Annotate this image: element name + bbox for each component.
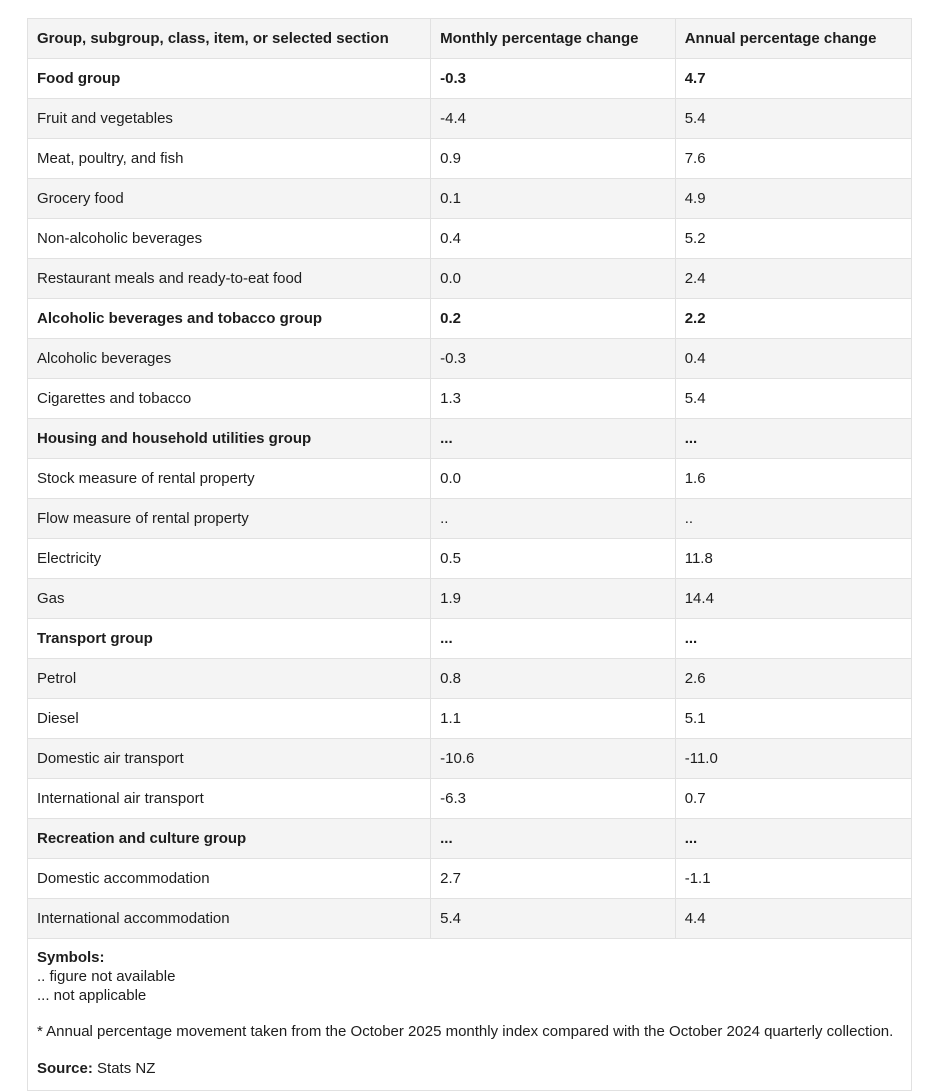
monthly-value-cell: 0.1 (431, 179, 676, 219)
table-row (28, 819, 911, 859)
table-row (28, 779, 911, 819)
annual-value-cell: 5.1 (675, 699, 911, 739)
table-row (28, 139, 911, 179)
monthly-value-cell: ... (431, 819, 676, 859)
header-row (28, 19, 911, 59)
annual-value-cell: 2.2 (675, 299, 911, 339)
monthly-value-cell: 1.3 (431, 379, 676, 419)
annual-value-cell: ... (675, 419, 911, 459)
table-row (28, 699, 911, 739)
annual-value-cell: 4.7 (675, 59, 911, 99)
cpi-table-card (27, 18, 912, 1091)
table-row (28, 579, 911, 619)
row-label-cell: Electricity (28, 539, 431, 579)
annual-value-cell: 4.4 (675, 899, 911, 939)
table-row (28, 859, 911, 899)
row-label-cell: Diesel (28, 699, 431, 739)
monthly-value-cell: 0.0 (431, 259, 676, 299)
row-label-cell: Housing and household utilities group (28, 419, 431, 459)
monthly-value-cell: 0.0 (431, 459, 676, 499)
table-row (28, 659, 911, 699)
row-label-cell: International accommodation (28, 899, 431, 939)
column-header-group: Group, subgroup, class, item, or selected section (28, 19, 431, 59)
annual-value-cell: 5.2 (675, 219, 911, 259)
row-label-cell: Recreation and culture group (28, 819, 431, 859)
row-label-cell: Meat, poultry, and fish (28, 139, 431, 179)
source-line (37, 1059, 901, 1078)
annual-value-cell: 2.4 (675, 259, 911, 299)
table-row (28, 539, 911, 579)
annual-value-cell: 7.6 (675, 139, 911, 179)
row-label-cell: Domestic accommodation (28, 859, 431, 899)
table-row (28, 99, 911, 139)
table-row (28, 619, 911, 659)
annual-value-cell: 11.8 (675, 539, 911, 579)
table-notes (28, 938, 911, 1090)
annual-value-cell: -11.0 (675, 739, 911, 779)
row-label-cell: Transport group (28, 619, 431, 659)
table-row (28, 219, 911, 259)
annual-value-cell: 14.4 (675, 579, 911, 619)
source-value: Stats NZ (97, 1060, 156, 1077)
row-label-cell: Food group (28, 59, 431, 99)
monthly-value-cell: .. (431, 499, 676, 539)
monthly-value-cell: -4.4 (431, 99, 676, 139)
row-label-cell: Alcoholic beverages and tobacco group (28, 299, 431, 339)
annual-value-cell: .. (675, 499, 911, 539)
monthly-value-cell: 0.9 (431, 139, 676, 179)
symbol-line-figure-not-available: .. figure not available (37, 968, 176, 985)
column-header-annual: Annual percentage change (675, 19, 911, 59)
table-row (28, 419, 911, 459)
annual-value-cell: ... (675, 819, 911, 859)
annual-value-cell: 0.4 (675, 339, 911, 379)
table-row (28, 499, 911, 539)
monthly-value-cell: -0.3 (431, 59, 676, 99)
annual-value-cell: 5.4 (675, 379, 911, 419)
row-label-cell: Non-alcoholic beverages (28, 219, 431, 259)
table-body (28, 59, 911, 939)
symbol-line-not-applicable: ... not applicable (37, 987, 147, 1004)
table-row (28, 339, 911, 379)
annual-value-cell: ... (675, 619, 911, 659)
table-row (28, 59, 911, 99)
monthly-value-cell: 1.1 (431, 699, 676, 739)
monthly-value-cell: 0.4 (431, 219, 676, 259)
table-row (28, 459, 911, 499)
monthly-value-cell: -6.3 (431, 779, 676, 819)
percentage-change-table (28, 19, 911, 938)
table-row (28, 259, 911, 299)
table-row (28, 899, 911, 939)
monthly-value-cell: -10.6 (431, 739, 676, 779)
row-label-cell: Fruit and vegetables (28, 99, 431, 139)
table-row (28, 299, 911, 339)
monthly-value-cell: 0.8 (431, 659, 676, 699)
annual-value-cell: 4.9 (675, 179, 911, 219)
annual-value-cell: 2.6 (675, 659, 911, 699)
table-row (28, 739, 911, 779)
row-label-cell: Petrol (28, 659, 431, 699)
annual-value-cell: 0.7 (675, 779, 911, 819)
column-header-monthly: Monthly percentage change (431, 19, 676, 59)
symbols-title: Symbols: (37, 949, 105, 966)
monthly-value-cell: 5.4 (431, 899, 676, 939)
monthly-value-cell: 0.5 (431, 539, 676, 579)
row-label-cell: International air transport (28, 779, 431, 819)
row-label-cell: Cigarettes and tobacco (28, 379, 431, 419)
table-header (28, 19, 911, 59)
annual-value-cell: 5.4 (675, 99, 911, 139)
row-label-cell: Alcoholic beverages (28, 339, 431, 379)
monthly-value-cell: 1.9 (431, 579, 676, 619)
annual-value-cell: -1.1 (675, 859, 911, 899)
row-label-cell: Gas (28, 579, 431, 619)
monthly-value-cell: 0.2 (431, 299, 676, 339)
source-label: Source: (37, 1060, 93, 1077)
monthly-value-cell: ... (431, 419, 676, 459)
annual-footnote: * Annual percentage movement taken from the October 2025 monthly index compared with the October 2024 quarterly collection. (37, 1023, 894, 1040)
monthly-value-cell: ... (431, 619, 676, 659)
row-label-cell: Restaurant meals and ready-to-eat food (28, 259, 431, 299)
row-label-cell: Flow measure of rental property (28, 499, 431, 539)
table-row (28, 379, 911, 419)
row-label-cell: Domestic air transport (28, 739, 431, 779)
monthly-value-cell: -0.3 (431, 339, 676, 379)
table-row (28, 179, 911, 219)
row-label-cell: Grocery food (28, 179, 431, 219)
monthly-value-cell: 2.7 (431, 859, 676, 899)
row-label-cell: Stock measure of rental property (28, 459, 431, 499)
annual-value-cell: 1.6 (675, 459, 911, 499)
